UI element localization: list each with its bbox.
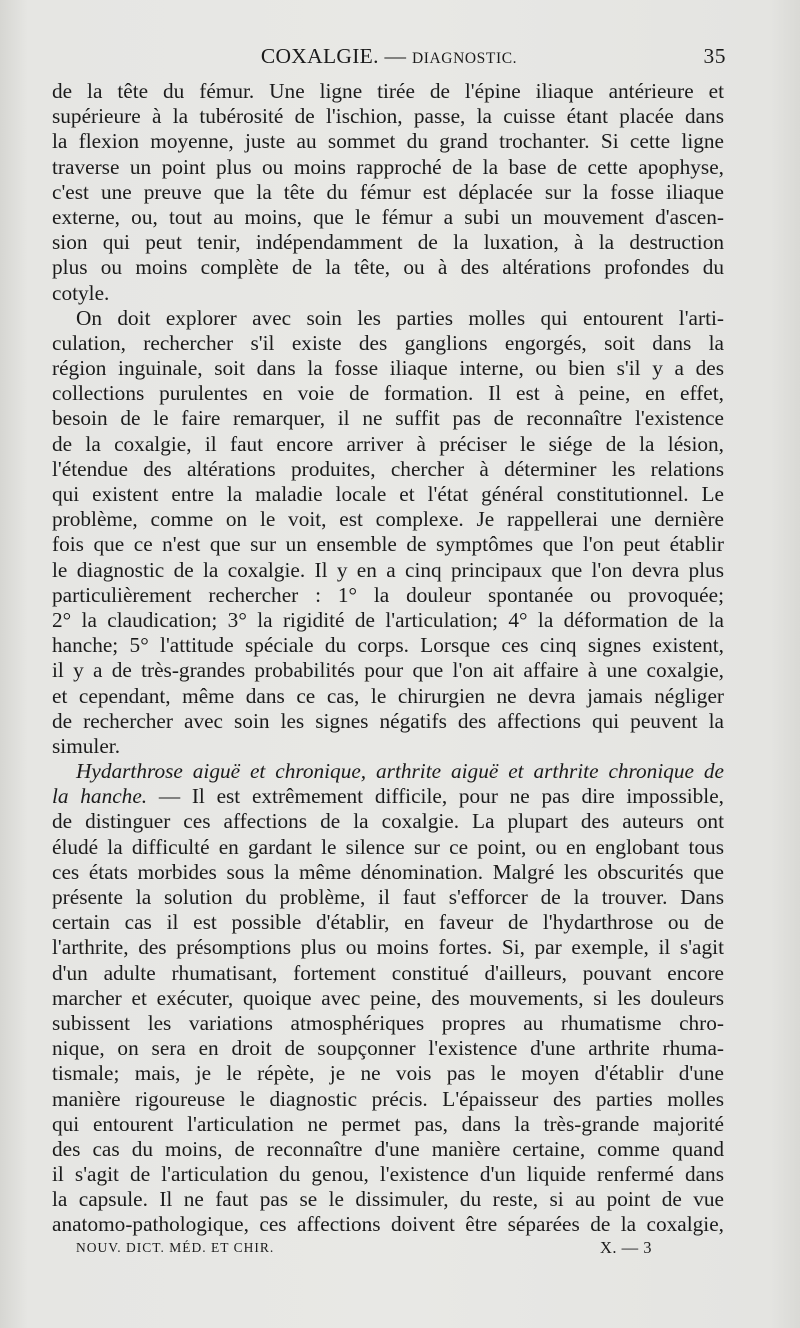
text-line: culation, rechercher s'il existe des ganglions engorgés, soit dans la [52, 330, 724, 355]
text-line: problème, comme on le voit, est complexe. Je rappellerai une dernière [52, 507, 724, 532]
page-footer [76, 1240, 652, 1262]
footer-signature: NOUV. DICT. MÉD. ET CHIR. [76, 1240, 275, 1255]
text-line: plus ou moins complète de la tête, ou à des altérations profondes du [52, 255, 724, 280]
text-line: 2° la claudication; 3° la rigidité de l'articulation; 4° la déformation de la [52, 607, 724, 632]
running-title-section: DIAGNOSTIC. [411, 50, 518, 67]
text-line: manière rigoureuse le diagnostic précis. L'épaisseur des parties molles [52, 1086, 724, 1111]
text-line: la flexion moyenne, juste au sommet du grand trochanter. Si cette ligne [52, 129, 724, 154]
text-line: de distinguer ces affections de la coxalgie. La plupart des auteurs ont [52, 809, 724, 834]
text-line: des cas du moins, de reconnaître d'une manière certaine, comme quand [52, 1136, 724, 1161]
text-line: collections purulentes en voie de formation. Il est à peine, en effet, [52, 381, 724, 406]
running-title [52, 44, 726, 69]
italic-heading: Hydarthrose aiguë et chronique, arthrite aiguë et arthrite chronique de [76, 759, 724, 784]
text-line: c'est une preuve que la tête du fémur est déplacée sur la fosse iliaque [52, 179, 724, 204]
text-line: fois que ce n'est que sur un ensemble de symptômes que l'on peut établir [52, 532, 724, 557]
italic-heading: la hanche. [52, 784, 148, 809]
text-line: de la tête du fémur. Une ligne tirée de l'épine iliaque antérieure et [52, 79, 724, 103]
text-line: sion qui peut tenir, indépendamment de la luxation, à la destruction [52, 230, 724, 255]
section-heading-line [52, 759, 724, 784]
text-line: marcher et exécuter, quoique avec peine, des mouvements, si les douleurs [52, 985, 724, 1010]
paragraph-1 [52, 79, 724, 306]
text-line: ces états morbides sous la même dénomination. Malgré les obscurités que [52, 859, 724, 884]
text-line: l'étendue des altérations produites, chercher à déterminer les relations [52, 456, 724, 481]
text-line: de rechercher avec soin les signes négatifs des affections qui peuvent la [52, 708, 724, 733]
text-line: la capsule. Il ne faut pas se le dissimuler, du reste, si au point de vue [52, 1187, 724, 1212]
text-line: de la coxalgie, il faut encore arriver à préciser le siége de la lésion, [52, 431, 724, 456]
text-line: d'un adulte rhumatisant, fortement constitué d'ailleurs, pouvant encore [52, 960, 724, 985]
text-line: particulièrement rechercher : 1° la douleur spontanée ou provoquée; [52, 582, 724, 607]
text-line: traverse un point plus ou moins rapproché de la base de cette apophyse, [52, 154, 724, 179]
text-line [52, 784, 724, 809]
text-line: subissent les variations atmosphériques propres au rhumatisme chro- [52, 1010, 724, 1035]
text-line: besoin de le faire remarquer, il ne suffit pas de reconnaître l'existence [52, 406, 724, 431]
text-line: nique, on sera en droit de soupçonner l'existence d'une arthrite rhuma- [52, 1036, 724, 1061]
running-header [52, 44, 726, 76]
text-line: hanche; 5° l'attitude spéciale du corps. Lorsque ces cinq signes existent, [52, 633, 724, 658]
text-line: l'arthrite, des présomptions plus ou moins fortes. Si, par exemple, il s'agit [52, 935, 724, 960]
text-line: qui entourent l'articulation ne permet pas, dans la très-grande majorité [52, 1111, 724, 1136]
text-line: il y a de très-grandes probabilités pour que l'on ait affaire à une coxalgie, [52, 658, 724, 683]
text-line: certain cas il est possible d'établir, en faveur de l'hydarthrose ou de [52, 910, 724, 935]
text-line: il s'agit de l'articulation du genou, l'existence d'un liquide renfermé dans [52, 1162, 724, 1187]
text-line: qui existent entre la maladie locale et l'état général constitutionnel. Le [52, 482, 724, 506]
text-line: présente la solution du problème, il faut s'efforcer de la trouver. Dans [52, 885, 724, 909]
page-number: 35 [703, 44, 726, 68]
text-span: — Il est extrêmement difficile, pour ne pas dire impossible, [147, 784, 724, 809]
running-title-main: COXALGIE. — [260, 44, 412, 68]
text-line: anatomo-pathologique, ces affections doivent être séparées de la coxalgie, [52, 1212, 724, 1237]
text-line: supérieure à la tubérosité de l'ischion, passe, la cuisse étant placée dans [52, 104, 724, 129]
paragraph-3 [52, 759, 724, 1238]
text-line: On doit explorer avec soin les parties molles qui entourent l'arti- [76, 305, 724, 330]
text-line: externe, ou, tout au moins, que le fémur a subi un mouvement d'ascen- [52, 204, 724, 229]
footer-volume-signature: X. — 3 [599, 1238, 652, 1257]
text-line: le diagnostic de la coxalgie. Il y en a cinq principaux que l'on devra plus [52, 557, 724, 582]
text-line: éludé la difficulté en gardant le silence sur ce point, ou en englobant tous [52, 834, 724, 859]
paragraph-2 [52, 306, 724, 759]
text-line: tismale; mais, je le répète, je ne vois pas le moyen d'établir d'une [52, 1061, 724, 1086]
body-text [52, 79, 724, 1238]
text-line: et cependant, même dans ce cas, le chirurgien ne devra jamais négliger [52, 683, 724, 708]
text-line: région inguinale, soit dans la fosse iliaque interne, ou bien s'il y a des [52, 356, 724, 381]
text-line: simuler. [52, 733, 121, 758]
text-line: cotyle. [52, 280, 110, 305]
